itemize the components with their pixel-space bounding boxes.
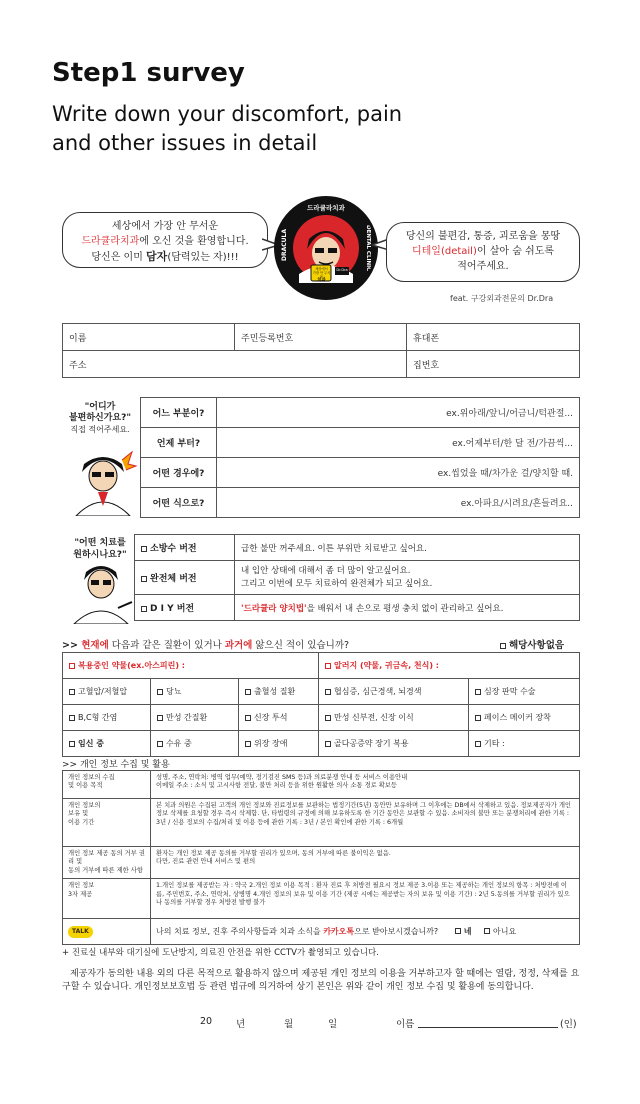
condition-option[interactable]: 만성 신부전, 신장 이식 (319, 705, 469, 731)
condition-option[interactable]: 고혈압/저혈압 (63, 679, 151, 705)
privacy-heading: >> 개인 정보 수집 및 활용 (62, 760, 170, 770)
where-caption: "어디가 불편하신가요?" 직접 적어주세요. (68, 402, 132, 434)
checkbox-icon (245, 741, 251, 747)
condition-option[interactable]: 페이스 메이커 장착 (469, 705, 580, 731)
checkbox-icon (141, 546, 147, 552)
checkbox-icon (157, 741, 163, 747)
condition-option[interactable]: 위장 장애 (239, 731, 319, 757)
home-phone-field[interactable]: 집번호 (407, 351, 580, 378)
how-input[interactable]: ex.아파요/시려요/흔들려요.. (217, 488, 580, 518)
checkbox-icon (157, 715, 163, 721)
kakao-yes-option[interactable]: 네 (455, 927, 472, 936)
checkbox-icon (69, 741, 75, 747)
welcome-bubble: 세상에서 가장 안 무서운 드라큘라치과에 오신 것을 환영합니다. 당신은 이미 담자(담력있는 자)!!! (62, 212, 268, 268)
consent-text: 제공자가 동의한 내용 외의 다른 목적으로 활용하지 않으며 제공된 개인 정보의 이용을 거부하고자 할 때에는 열람, 정정, 삭제를 요구할 수 있습니다. 개인정보보호법 등 관련 법규에 의거하여 상기 본인은 위와 같이 개인 정보 수집 및 활용에 동의합니다. (62, 969, 580, 992)
diy-option[interactable]: D I Y 버전 (135, 595, 235, 621)
condition-option[interactable]: 만성 간질환 (151, 705, 239, 731)
condition-option[interactable]: 협심증, 심근경색, 뇌경색 (319, 679, 469, 705)
condition-option[interactable]: 심장 판막 수술 (469, 679, 580, 705)
checkbox-icon (325, 663, 331, 669)
checkbox-icon (484, 928, 490, 934)
condition-option[interactable]: 수유 중 (151, 731, 239, 757)
detail-bubble: 당신의 불편감, 통증, 괴로움을 몽땅 디테일(detail)이 살아 숨 쉬도록 적어주세요. (386, 222, 580, 282)
doctor-pointing-icon (68, 558, 134, 624)
condition-option[interactable]: 임신 중 (63, 731, 151, 757)
name-signature-field[interactable] (418, 1027, 558, 1028)
checkbox-icon (325, 689, 331, 695)
checkbox-icon (245, 689, 251, 695)
checkbox-icon (245, 715, 251, 721)
kakao-talk-icon: TALK (68, 926, 93, 938)
page-title: Step1 survey (52, 58, 245, 88)
privacy-table: 개인 정보의 수집 및 이용 목적 성명, 주소, 연락처: 병역 업무(예약, 정기검진 SMS 등)과 의료분쟁 안내 등 서비스 이용안내 이메일 주소 : 소식 및 고시사항 전달, 불만 처리 등을 위한 원활한 의사 소통 경로 확보등 개인 정보의 보유 및 이용 기간 본 치과 의원은 수집된 고객의 개인 정보와 진료정보를 보관하는 법정기간(5년) 동안만 보유하며 그 이후에는 DB에서 삭제하고 있음. 정보제공자가 개인정보 삭제를 요청할 경우 즉시 삭제함. 단, 타법령의 규정에 의해 보유하도록 한 기간 동안은 보관할 수 있음. 소비자의 불만 또는 분쟁처리에 관한 기록 : 3년 / 신용 정보의 수집/처리 및 이용 등에 관한 기록 : 3년 / 본인 확인에 관한 기록 : 6개월 개인 정보 제공 동의 거부 권리 및 동의 거부에 따른 제한 사항 환자는 개인 정보 제공 동의를 거부할 권리가 있으며, 동의 거부에 따른 불이익은 없음. 다만, 진료 관련 안내 서비스 및 편의 개인 정보 3자 제공 1.개인 정보를 제공받는 자 : 약국 2.개인 정보 이용 목적 : 환자 진료 후 처방전 필요시 정보 제공 3.이용 또는 제공하는 개인 정보의 항목 : 처방전에 이름, 주민번호, 주소, 연락처, 상병명 4.개인 정보의 보유 및 이용 기간 (제공 시에는 제공받는 자의 보유 및 이용 기간) : 2년 5.동의를 거부할 권리가 있으나 동의를 거부할 경우 처방전 발행 불가 TALK 나의 치료 정보, 진후 주의사항들과 치과 소식을 카카오톡으로 받아보시겠습니까? 네 아니요 (62, 770, 580, 945)
doctor-thinking-icon (68, 446, 138, 516)
checkbox-icon (325, 741, 331, 747)
address-field[interactable]: 주소 (63, 351, 407, 378)
symptom-table (140, 397, 580, 518)
checkbox-icon (475, 715, 481, 721)
checkbox-icon (69, 689, 75, 695)
condition-option[interactable]: 출혈성 질환 (239, 679, 319, 705)
checkbox-icon (475, 689, 481, 695)
condition-option[interactable]: B,C형 간염 (63, 705, 151, 731)
checkbox-icon (69, 663, 75, 669)
firefighter-option[interactable]: 소방수 버전 (135, 535, 235, 561)
checkbox-icon (157, 689, 163, 695)
where-label: 어느 부분이? (141, 398, 217, 428)
allergy-field[interactable]: 알러지 (약물, 귀금속, 천식) : (319, 653, 580, 679)
where-input[interactable]: ex.위아래/앞니/어금니/턱관절... (217, 398, 580, 428)
checkbox-icon (141, 576, 147, 582)
since-when-input[interactable]: ex.어제부터/한 달 전/가끔씩... (217, 428, 580, 458)
which-case-label: 어떤 경우에? (141, 458, 217, 488)
treatment-table: 소방수 버전 급한 불만 꺼주세요. 이튼 부위만 치료받고 싶어요. 완전체 버전 내 입안 상태에 대해서 좀 더 많이 알고싶어요. 그리고 이번에 모두 치료하여 완전체가 되고 싶어요. D I Y 버전 '드라큘라 양치법'을 배워서 내 손으로 평생 충치 없이 관리하고 싶어요. (134, 534, 580, 621)
checkbox-icon (455, 928, 461, 934)
condition-option[interactable]: 기타 : (469, 731, 580, 757)
how-label: 어떤 식으로? (141, 488, 217, 518)
checkbox-icon (69, 715, 75, 721)
treatment-caption: "어떤 치료를 원하시나요?" (73, 538, 127, 560)
medication-field[interactable]: 복용중인 약물(ex.아스피린) : (63, 653, 319, 679)
resident-number-field[interactable]: 주민등록번호 (235, 324, 407, 351)
signature-line: 20 년 월 일 이름 (인) (200, 1016, 577, 1030)
kakao-no-option[interactable]: 아니요 (484, 927, 516, 936)
phone-field[interactable]: 휴대폰 (407, 324, 580, 351)
year-field[interactable]: 20 (200, 1016, 213, 1027)
since-when-label: 언제 부터? (141, 428, 217, 458)
condition-option[interactable]: 신장 투석 (239, 705, 319, 731)
name-field[interactable]: 이름 (63, 324, 235, 351)
complete-option[interactable]: 완전체 버전 (135, 561, 235, 595)
conditions-table (62, 652, 580, 757)
checkbox-icon (500, 643, 506, 649)
none-applicable-option[interactable]: 해당사항없음 (500, 637, 564, 651)
condition-option[interactable]: 당뇨 (151, 679, 239, 705)
checkbox-icon (141, 606, 147, 612)
patient-info-table (62, 323, 580, 378)
condition-option[interactable]: 골다공증약 장기 복용 (319, 731, 469, 757)
feat-credit: feat. 구강외과전문의 Dr.Dra (450, 294, 554, 303)
checkbox-icon (325, 715, 331, 721)
conditions-question: >> 현재에 다음과 같은 질환이 있거나 과거에 앓으신 적이 있습니까? (62, 640, 350, 651)
page-subtitle: Write down your discomfort, pain and other issues in detail (52, 102, 403, 155)
checkbox-icon (475, 741, 481, 747)
which-case-input[interactable]: ex.씹었을 때/차가운 걸/양치할 때. (217, 458, 580, 488)
clinic-logo: DRACULA 드라큘라치과 DENTAL CLINIC 세상에서 가장 안 무서운 치과 Dr.Dra (274, 196, 378, 300)
cctv-notice: + 진료실 내부와 대기실에 도난방지, 의료진 안전을 위한 CCTV가 촬영되고 있습니다. (62, 948, 379, 958)
